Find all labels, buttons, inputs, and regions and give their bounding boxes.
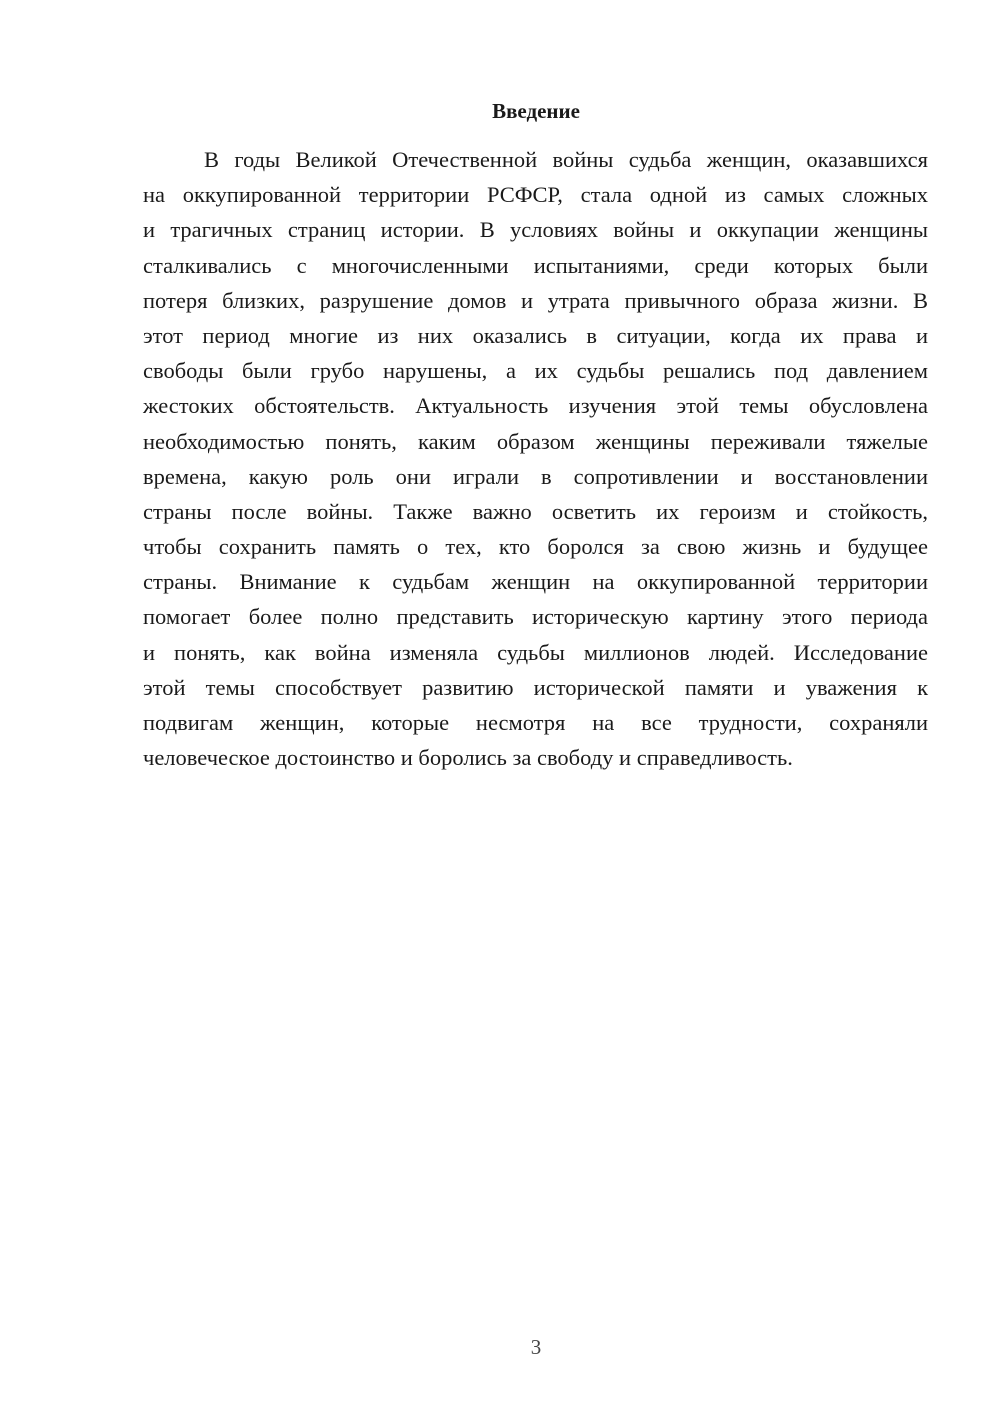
paragraph-line: подвигам женщин, которые несмотря на все трудности, сохраняли (143, 710, 928, 735)
paragraph-line: страны. Внимание к судьбам женщин на оккупированной территории (143, 569, 928, 595)
paragraph-line: потеря близких, разрушение домов и утрата привычного образа жизни. В (143, 287, 928, 313)
paragraph-line: времена, какую роль они играли в сопротивлении и восстановлении (143, 463, 928, 489)
paragraph-line: помогает более полно представить историческую картину этого периода (143, 604, 928, 630)
paragraph-line: на оккупированной территории РСФСР, стала одной из самых сложных (143, 182, 928, 208)
paragraph-line: страны после войны. Также важно осветить их героизм и стойкость, (143, 498, 928, 524)
introduction-paragraph (143, 142, 928, 775)
paragraph-line: этой темы способствует развитию исторической памяти и уважения к (143, 674, 928, 700)
paragraph-line: свободы были грубо нарушены, а их судьбы решались под давлением (143, 358, 928, 384)
section-heading: Введение (492, 99, 580, 123)
paragraph-line: этот период многие из них оказались в ситуации, когда их права и (143, 322, 928, 348)
paragraph-line: В годы Великой Отечественной войны судьба женщин, оказавшихся (204, 147, 928, 172)
paragraph-line: чтобы сохранить память о тех, кто боролся за свою жизнь и будущее (143, 534, 928, 560)
paragraph-line: и трагичных страниц истории. В условиях войны и оккупации женщины (143, 217, 928, 243)
paragraph-line: и понять, как война изменяла судьбы миллионов людей. Исследование (143, 639, 928, 665)
paragraph-line: жестоких обстоятельств. Актуальность изучения этой темы обусловлена (143, 393, 928, 419)
paragraph-line: сталкивались с многочисленными испытаниями, среди которых были (143, 252, 928, 278)
paragraph-line: человеческое достоинство и боролись за свободу и справедливость. (143, 745, 793, 771)
paragraph-line: необходимостью понять, каким образом женщины переживали тяжелые (143, 428, 928, 454)
page-number: 3 (530, 1335, 542, 1359)
